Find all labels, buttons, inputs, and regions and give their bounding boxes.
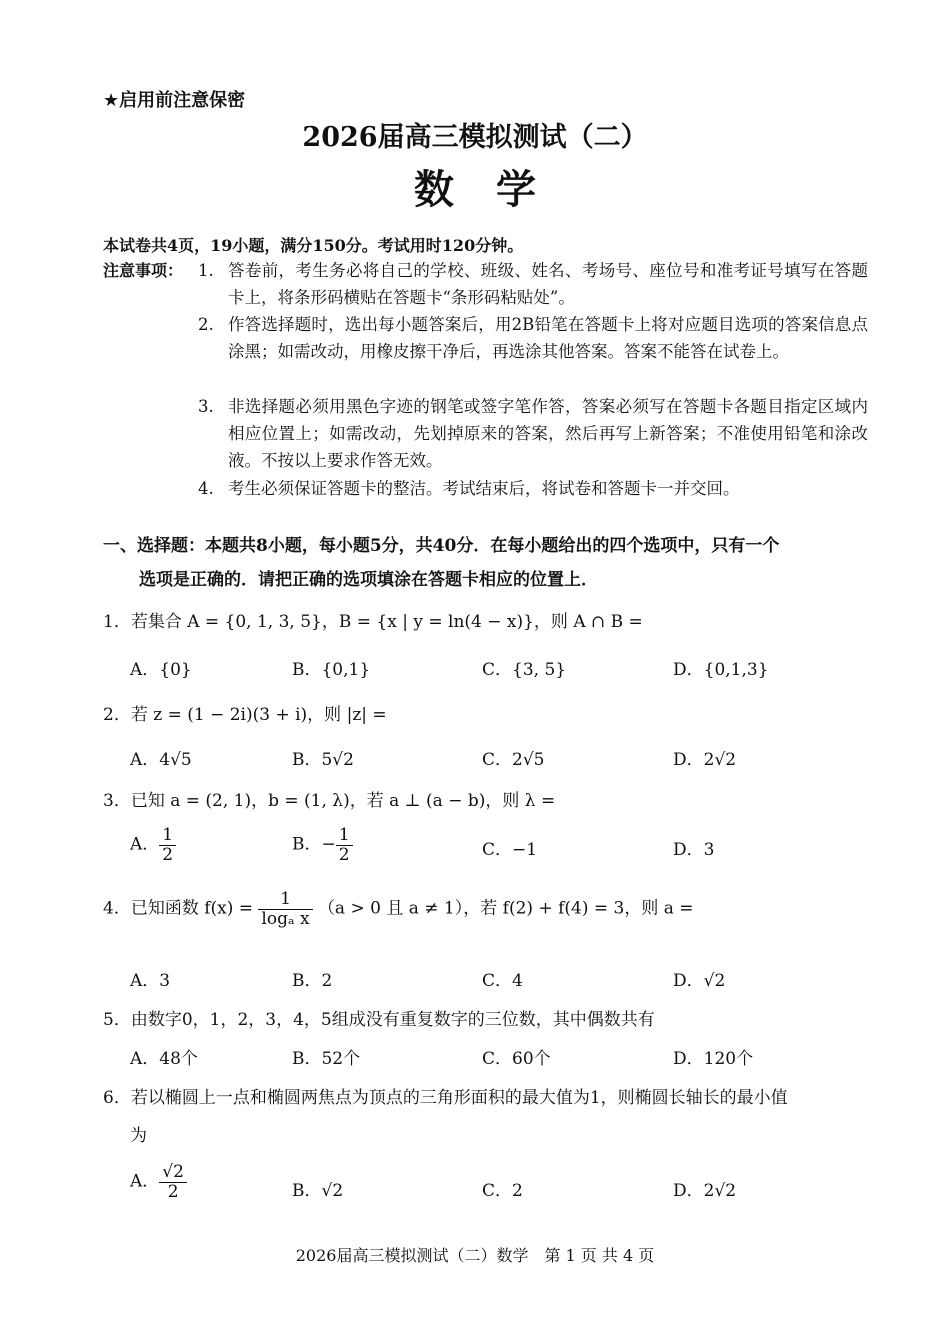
fraction <box>159 826 176 864</box>
notice-text: 作答选择题时，选出每小题答案后，用2B铅笔在答题卡上将对应题目选项的答案信息点涂黑；如需改动，用橡皮擦干净后，再选涂其他答案。答案不能答在试卷上。 <box>228 315 868 361</box>
q3-option-d: D．3 <box>673 840 715 860</box>
q6-option-b: B．√2 <box>292 1181 344 1201</box>
denominator: logₐ x <box>261 908 310 929</box>
question-5-stem: 5．由数字0，1，2，3，4，5组成没有重复数字的三位数，其中偶数共有 <box>103 1010 655 1030</box>
q4-option-d: D．√2 <box>673 971 726 991</box>
q1-option-a: A．{0} <box>130 660 192 680</box>
q4-option-c: C．4 <box>482 971 523 991</box>
notice-text: 非选择题必须用黑色字迹的钢笔或签字笔作答，答案必须写在答题卡各题目指定区域内相应位置上；如需改动，先划掉原来的答案，然后再写上新答案；不准使用铅笔和涂改液。不按以上要求作答无效。 <box>228 397 868 470</box>
fraction <box>336 826 353 864</box>
q2-option-c: C．2√5 <box>482 750 545 770</box>
question-6-stem-line1: 6．若以椭圆上一点和椭圆两焦点为顶点的三角形面积的最大值为1，则椭圆长轴长的最小值 <box>103 1088 788 1108</box>
notice-number: 3. <box>198 397 214 416</box>
q4-stem-post: （a > 0 且 a ≠ 1），若 f(2) + f(4) = 3，则 a = <box>317 898 694 919</box>
option-label: A． <box>130 1171 160 1192</box>
q6-option-a <box>130 1163 187 1201</box>
question-4-stem <box>103 890 694 928</box>
q3-option-b <box>292 826 353 864</box>
confidential-notice: ★启用前注意保密 <box>103 90 246 111</box>
q4-stem-pre: 4．已知函数 f(x) = <box>103 898 254 919</box>
fraction <box>159 1163 187 1201</box>
numerator: 1 <box>159 826 176 846</box>
section-heading-line2: 选项是正确的．请把正确的选项填涂在答题卡相应的位置上． <box>139 570 598 590</box>
subject-title: 数学 <box>414 166 578 213</box>
question-3-stem: 3．已知 a = (2, 1)，b = (1, λ)，若 a ⊥ (a − b)，则 λ = <box>103 791 556 811</box>
section-heading-line1: 一、选择题：本题共8小题，每小题5分，共40分．在每小题给出的四个选项中，只有一个 <box>103 536 780 556</box>
numerator: √2 <box>159 1163 187 1183</box>
q5-option-b: B．52个 <box>292 1049 361 1069</box>
page-footer: 2026届高三模拟测试（二）数学 第 1 页 共 4 页 <box>295 1246 655 1265</box>
section-heading <box>103 529 893 597</box>
q6-option-c: C．2 <box>482 1181 523 1201</box>
exam-title: 2026届高三模拟测试（二） <box>302 122 648 153</box>
q5-option-d: D．120个 <box>673 1049 754 1069</box>
notice-number: 1. <box>198 261 214 280</box>
q1-option-b: B．{0,1} <box>292 660 371 680</box>
q5-option-c: C．60个 <box>482 1049 551 1069</box>
notice-text: 答卷前，考生务必将自己的学校、班级、姓名、考场号、座位号和准考证号填写在答题卡上，将条形码横贴在答题卡“条形码粘贴处”。 <box>228 261 868 307</box>
q2-option-b: B．5√2 <box>292 750 354 770</box>
q1-option-c: C．{3, 5} <box>482 660 567 680</box>
q3-option-c: C．−1 <box>482 840 538 860</box>
question-1-stem: 1．若集合 A = {0, 1, 3, 5}，B = {x | y = ln(4 − x)}，则 A ∩ B = <box>103 612 643 632</box>
option-label: A． <box>130 834 160 855</box>
q2-option-a: A．4√5 <box>130 750 192 770</box>
denominator: 2 <box>167 1181 179 1202</box>
notice-number: 2. <box>198 315 214 334</box>
q6-option-d: D．2√2 <box>673 1181 737 1201</box>
question-2-stem: 2．若 z = (1 − 2i)(3 + i)，则 |z| = <box>103 705 387 725</box>
q4-option-b: B．2 <box>292 971 333 991</box>
q3-option-a <box>130 826 176 864</box>
denominator: 2 <box>162 844 174 865</box>
notice-number: 4. <box>198 479 214 498</box>
q2-option-d: D．2√2 <box>673 750 737 770</box>
numerator: 1 <box>336 826 353 846</box>
q5-option-a: A．48个 <box>130 1049 198 1069</box>
fraction <box>258 890 312 928</box>
q4-option-a: A．3 <box>130 971 171 991</box>
numerator: 1 <box>258 890 312 910</box>
option-label: B．− <box>292 834 336 855</box>
question-6-stem-line2: 为 <box>130 1126 147 1146</box>
notice-text: 考生必须保证答题卡的整洁。考试结束后，将试卷和答题卡一并交回。 <box>228 479 740 498</box>
exam-intro: 本试卷共4页，19小题，满分150分。考试用时120分钟。 <box>103 236 524 255</box>
notice-label: 注意事项： <box>103 261 184 280</box>
q1-option-d: D．{0,1,3} <box>673 660 769 680</box>
denominator: 2 <box>338 844 350 865</box>
